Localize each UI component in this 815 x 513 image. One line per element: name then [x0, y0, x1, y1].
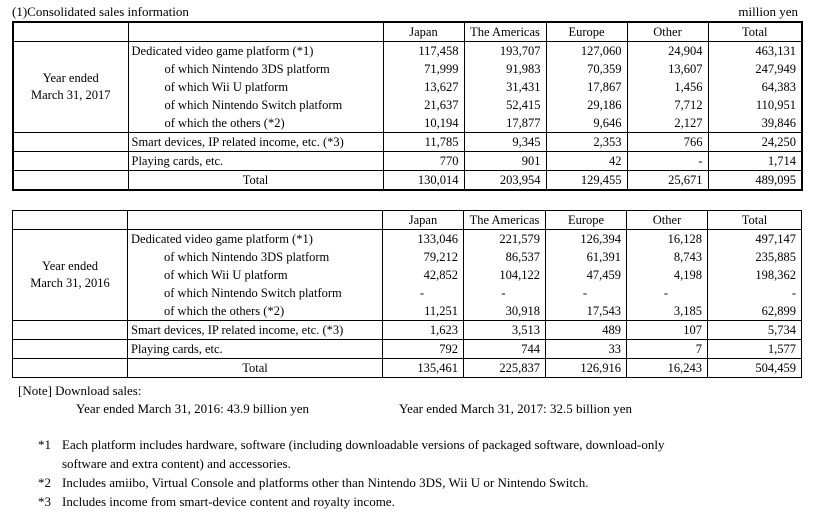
- table-row: [13, 230, 802, 249]
- column-header-americas: The Americas: [464, 211, 546, 230]
- row-label: Total: [128, 171, 383, 191]
- sales-table-fy2017: [12, 21, 803, 191]
- value-cell: 221,579: [464, 230, 546, 249]
- value-cell: 42,852: [383, 266, 464, 284]
- value-cell: 5,734: [708, 321, 802, 340]
- value-cell: -: [627, 152, 708, 171]
- row-label: Smart devices, IP related income, etc. (*3): [128, 321, 383, 340]
- value-cell: 129,455: [546, 171, 627, 191]
- value-cell: 52,415: [464, 96, 546, 114]
- value-cell: 3,513: [464, 321, 546, 340]
- header-blank-cell: [13, 22, 128, 42]
- value-cell: 17,877: [464, 114, 546, 133]
- section-title: (1)Consolidated sales information: [12, 4, 189, 19]
- value-cell: 104,122: [464, 266, 546, 284]
- blank-cell: [13, 340, 128, 359]
- value-cell: 203,954: [464, 171, 546, 191]
- value-cell: 126,394: [546, 230, 627, 249]
- value-cell: 107: [627, 321, 708, 340]
- table-row: [13, 60, 802, 78]
- value-cell: 10,194: [383, 114, 464, 133]
- value-cell: 25,671: [627, 171, 708, 191]
- row-label: of which Wii U platform: [128, 266, 383, 284]
- column-header-other: Other: [627, 22, 708, 42]
- value-cell: 133,046: [383, 230, 464, 249]
- row-label: of which Wii U platform: [128, 78, 383, 96]
- header-blank-cell: [128, 211, 383, 230]
- note-title: [Note] Download sales:: [18, 383, 142, 398]
- blank-cell: [13, 359, 128, 378]
- value-cell: 70,359: [546, 60, 627, 78]
- download-sales-fy2016: Year ended March 31, 2016: 43.9 billion yen: [76, 401, 310, 416]
- value-cell: 33: [546, 340, 627, 359]
- sales-table-fy2016: [12, 210, 802, 378]
- value-cell: 29,186: [546, 96, 627, 114]
- value-cell: 4,198: [627, 266, 708, 284]
- table-row: [13, 266, 802, 284]
- value-cell: 135,461: [383, 359, 464, 378]
- total-row: [13, 359, 802, 378]
- row-label: of which the others (*2): [128, 114, 383, 133]
- value-cell: 16,128: [627, 230, 708, 249]
- value-cell: 24,250: [708, 133, 802, 152]
- value-cell: 71,999: [383, 60, 464, 78]
- value-cell: 463,131: [708, 42, 802, 61]
- table-row: [13, 78, 802, 96]
- value-cell: 39,846: [708, 114, 802, 133]
- value-cell: 2,353: [546, 133, 627, 152]
- footnote-text: Includes amiibo, Virtual Console and platforms other than Nintendo 3DS, Wii U or Nintendo Switch.: [62, 475, 589, 490]
- table-row: [13, 340, 802, 359]
- value-cell: 766: [627, 133, 708, 152]
- table-row: [13, 321, 802, 340]
- value-cell: 1,577: [708, 340, 802, 359]
- value-cell: 497,147: [708, 230, 802, 249]
- column-header-europe: Europe: [546, 22, 627, 42]
- column-header-japan: Japan: [383, 211, 464, 230]
- footnote-mark: *2: [38, 475, 51, 490]
- row-label: Playing cards, etc.: [128, 152, 383, 171]
- value-cell: 13,607: [627, 60, 708, 78]
- row-label: Playing cards, etc.: [128, 340, 383, 359]
- blank-cell: [13, 171, 128, 191]
- value-cell: 16,243: [627, 359, 708, 378]
- value-cell: 47,459: [546, 266, 627, 284]
- value-cell: 9,646: [546, 114, 627, 133]
- value-cell: 11,785: [383, 133, 464, 152]
- row-label: of which Nintendo Switch platform: [128, 284, 383, 302]
- value-cell: 91,983: [464, 60, 546, 78]
- value-cell: 3,185: [627, 302, 708, 321]
- value-cell: 11,251: [383, 302, 464, 321]
- table-row: [13, 248, 802, 266]
- column-header-total: Total: [708, 211, 802, 230]
- value-cell: 13,627: [383, 78, 464, 96]
- table-row: [13, 96, 802, 114]
- value-cell: 9,345: [464, 133, 546, 152]
- footnote-mark: *1: [38, 437, 51, 452]
- value-cell: 1,623: [383, 321, 464, 340]
- value-cell: 64,383: [708, 78, 802, 96]
- value-cell: 117,458: [383, 42, 464, 61]
- download-sales-fy2017: Year ended March 31, 2017: 32.5 billion yen: [399, 401, 633, 416]
- table-row: [13, 133, 802, 152]
- blank-cell: [13, 152, 128, 171]
- value-cell: 247,949: [708, 60, 802, 78]
- row-label: of which Nintendo 3DS platform: [128, 248, 383, 266]
- table-row: [13, 114, 802, 133]
- row-label: Dedicated video game platform (*1): [128, 230, 383, 249]
- value-cell: 127,060: [546, 42, 627, 61]
- value-cell: 198,362: [708, 266, 802, 284]
- value-cell: 126,916: [546, 359, 627, 378]
- value-cell: -: [383, 284, 464, 302]
- value-cell: 1,456: [627, 78, 708, 96]
- value-cell: 225,837: [464, 359, 546, 378]
- row-label: of which Nintendo Switch platform: [128, 96, 383, 114]
- value-cell: 7,712: [627, 96, 708, 114]
- value-cell: 21,637: [383, 96, 464, 114]
- table-row: [13, 302, 802, 321]
- value-cell: 489,095: [708, 171, 802, 191]
- value-cell: 235,885: [708, 248, 802, 266]
- value-cell: 30,918: [464, 302, 546, 321]
- table-header-row: [13, 211, 802, 230]
- footnote-text: Includes income from smart-device content and royalty income.: [62, 494, 395, 509]
- value-cell: 17,867: [546, 78, 627, 96]
- period-label: Year ended March 31, 2016: [13, 230, 128, 321]
- value-cell: 110,951: [708, 96, 802, 114]
- unit-label: million yen: [738, 4, 798, 19]
- table-row: [13, 42, 802, 61]
- value-cell: 489: [546, 321, 627, 340]
- value-cell: 1,714: [708, 152, 802, 171]
- table-row: [13, 152, 802, 171]
- value-cell: 792: [383, 340, 464, 359]
- row-label: Dedicated video game platform (*1): [128, 42, 383, 61]
- value-cell: 86,537: [464, 248, 546, 266]
- value-cell: 2,127: [627, 114, 708, 133]
- table-header-row: [13, 22, 802, 42]
- value-cell: 42: [546, 152, 627, 171]
- row-label: Smart devices, IP related income, etc. (*3): [128, 133, 383, 152]
- value-cell: 130,014: [383, 171, 464, 191]
- value-cell: -: [708, 284, 802, 302]
- row-label: of which the others (*2): [128, 302, 383, 321]
- value-cell: 901: [464, 152, 546, 171]
- value-cell: 31,431: [464, 78, 546, 96]
- value-cell: -: [627, 284, 708, 302]
- row-label: of which Nintendo 3DS platform: [128, 60, 383, 78]
- value-cell: 79,212: [383, 248, 464, 266]
- footnote-text: Each platform includes hardware, software (including downloadable versions of packaged software, download-only: [62, 437, 665, 452]
- value-cell: 17,543: [546, 302, 627, 321]
- value-cell: 7: [627, 340, 708, 359]
- blank-cell: [13, 321, 128, 340]
- value-cell: 770: [383, 152, 464, 171]
- column-header-europe: Europe: [546, 211, 627, 230]
- value-cell: 24,904: [627, 42, 708, 61]
- header-blank-cell: [128, 22, 383, 42]
- value-cell: 504,459: [708, 359, 802, 378]
- table-row: [13, 284, 802, 302]
- value-cell: 8,743: [627, 248, 708, 266]
- footnote-text: software and extra content) and accessories.: [62, 456, 291, 471]
- total-row: [13, 171, 802, 191]
- column-header-americas: The Americas: [464, 22, 546, 42]
- blank-cell: [13, 133, 128, 152]
- value-cell: 62,899: [708, 302, 802, 321]
- value-cell: 61,391: [546, 248, 627, 266]
- period-label: Year ended March 31, 2017: [13, 42, 128, 133]
- value-cell: -: [546, 284, 627, 302]
- value-cell: 744: [464, 340, 546, 359]
- column-header-total: Total: [708, 22, 802, 42]
- footnote-mark: *3: [38, 494, 51, 509]
- row-label: Total: [128, 359, 383, 378]
- value-cell: -: [464, 284, 546, 302]
- header-blank-cell: [13, 211, 128, 230]
- column-header-japan: Japan: [383, 22, 464, 42]
- column-header-other: Other: [627, 211, 708, 230]
- value-cell: 193,707: [464, 42, 546, 61]
